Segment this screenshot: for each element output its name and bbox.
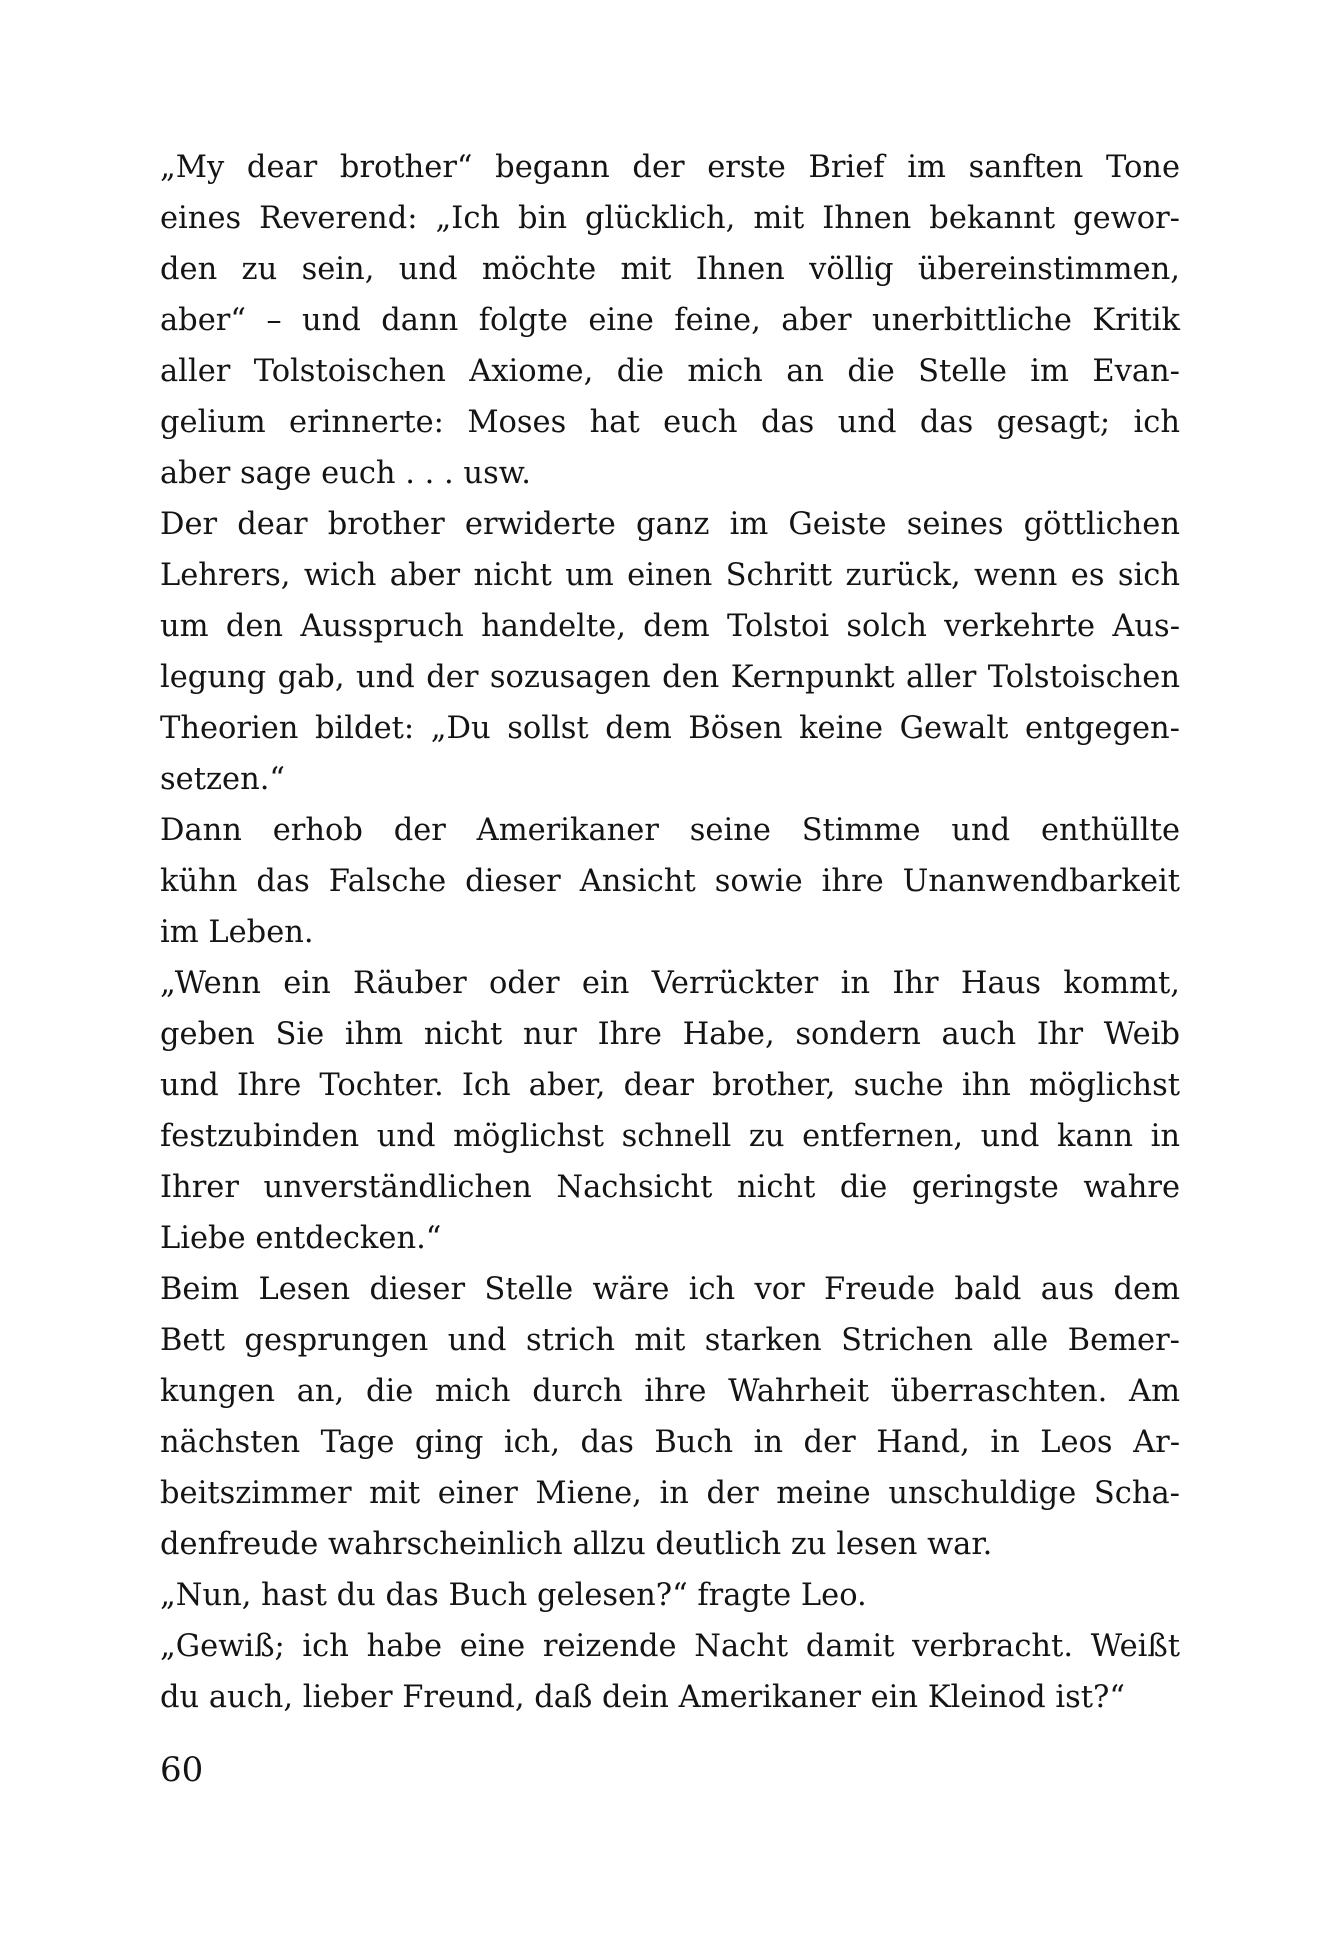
text-line: Dann erhob der Amerikaner seine Stimme und enthüllte [160,813,1180,848]
text-line: geben Sie ihm nicht nur Ihre Habe, sondern auch Ihr Weib [160,1017,1180,1052]
text-line: „My dear brother“ begann der erste Brief im sanften Tone [160,150,1180,185]
text-line: um den Ausspruch handelte, dem Tolstoi solch verkehrte Aus- [160,609,1180,644]
text-line: „Gewiß; ich habe eine reizende Nacht damit verbracht. Weißt [160,1629,1180,1664]
text-line: nächsten Tage ging ich, das Buch in der Hand, in Leos Ar- [160,1425,1180,1460]
text-line: eines Reverend: „Ich bin glücklich, mit Ihnen bekannt gewor- [160,201,1180,236]
text-line: festzubinden und möglichst schnell zu entfernen, und kann in [160,1119,1180,1154]
text-line: kühn das Falsche dieser Ansicht sowie ihre Unanwendbarkeit [160,864,1180,899]
text-line: legung gab, und der sozusagen den Kernpunkt aller Tolstoischen [160,660,1180,695]
text-line: Lehrers, wich aber nicht um einen Schritt zurück, wenn es sich [160,558,1180,593]
text-line: setzen.“ [160,762,286,797]
text-line: „Wenn ein Räuber oder ein Verrückter in Ihr Haus kommt, [160,966,1180,1001]
text-line: im Leben. [160,915,314,950]
text-line: aber“ – und dann folgte eine feine, aber unerbittliche Kritik [160,303,1180,338]
text-line: du auch, lieber Freund, daß dein Amerikaner ein Kleinod ist?“ [160,1680,1125,1715]
body-text [160,142,1180,1723]
text-line: den zu sein, und möchte mit Ihnen völlig übereinstimmen, [160,252,1180,287]
text-line: Der dear brother erwiderte ganz im Geiste seines göttlichen [160,507,1180,542]
text-line: Theorien bildet: „Du sollst dem Bösen keine Gewalt entgegen- [160,711,1180,746]
text-line: aller Tolstoischen Axiome, die mich an die Stelle im Evan- [160,354,1180,389]
text-line: Beim Lesen dieser Stelle wäre ich vor Freude bald aus dem [160,1272,1180,1307]
text-line: Ihrer unverständlichen Nachsicht nicht die geringste wahre [160,1170,1180,1205]
text-line: und Ihre Tochter. Ich aber, dear brother, suche ihn möglichst [160,1068,1180,1103]
text-line: beitszimmer mit einer Miene, in der meine unschuldige Scha- [160,1476,1180,1511]
text-line: gelium erinnerte: Moses hat euch das und das gesagt; ich [160,405,1180,440]
text-line: Liebe entdecken.“ [160,1221,442,1256]
text-line: Bett gesprungen und strich mit starken Strichen alle Bemer- [160,1323,1180,1358]
page-number: 60 [160,1750,204,1790]
text-line: denfreude wahrscheinlich allzu deutlich zu lesen war. [160,1527,993,1562]
text-line: „Nun, hast du das Buch gelesen?“ fragte Leo. [160,1578,867,1613]
text-line: kungen an, die mich durch ihre Wahrheit überraschten. Am [160,1374,1180,1409]
text-line: aber sage euch . . . usw. [160,456,531,491]
